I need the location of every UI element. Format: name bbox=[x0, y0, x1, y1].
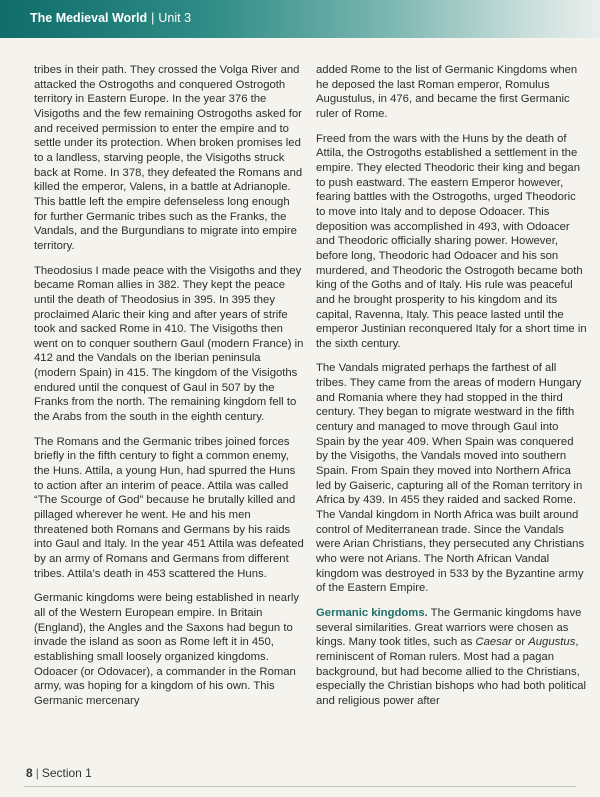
page-header-band bbox=[0, 0, 600, 38]
paragraph-text: The Germanic kingdoms have several similarities. Great warriors were chosen as kings. Many took titles, such as bbox=[316, 606, 582, 649]
paragraph: tribes in their path. They crossed the Volga River and attacked the Ostrogoths and conquered Ostrogoth territory in Eastern Europe. In the year 376 the Visigoths and the few remaining Ostrogoths asked for and received permission to enter the empire and to settle under its protection. When broken promises led to a landless, starving people, the Visigoths struck back at Rome. In 378, they defeated the Romans and killed the emperor, Valens, in a battle at Adrianople. This battle left the empire defenseless long enough for further Germanic tribes such as the Franks, the Vandals, and the Burgundians to migrate into empire territory. bbox=[34, 64, 303, 252]
unit-label: Unit 3 bbox=[158, 11, 192, 25]
paragraph: Germanic kingdoms were being established in nearly all of the Western European empire. In Britain (England), the Angles and the Saxons had begun to invade the island as soon as Rome left it in 450, establishing small loosely organized kingdoms. Odoacer (or Odovacer), a commander in the Roman army, was hoping for a kingdom of his own. This Germanic mercenary bbox=[34, 592, 299, 707]
paragraph-text: , reminiscent of Roman rulers. Most had a pagan background, but had become allied to the Christians, especially the Christian bishops who had both political and religious power after bbox=[316, 636, 587, 707]
page-number: 8 bbox=[26, 766, 33, 780]
paragraph: Freed from the wars with the Huns by the death of Attila, the Ostrogoths established a settlement in the empire. They elected Theodoric their king and began to push eastward. The eastern Emperor however, fearing battles with the Ostrogoths, urged Theodoric to move into Italy and to depose Odoacer. This deposition was accomplished in 493, with Odoacer and Theodoric officially sharing power. However, before long, Theodoric had Odoacer and his son murdered, and Theodoric the Ostrogoth became both king of the Goths and of Italy. His rule was peaceful and he brought prosperity to his kingdom and its capital, Ravenna, Italy. This peace lasted until the emperor Justinian reconquered Italy for a short time in the sixth century. bbox=[316, 132, 587, 350]
paragraph: The Vandals migrated perhaps the farthest of all tribes. They came from the areas of modern Hungary and Romania where they had stopped in the third century. They began to migrate westward in the fifth century and managed to move through Gaul into Spain by the year 409. When Spain was conquered by the Visigoths, the Vandals moved into southern Spain. From Spain they moved into Northern Africa led by Gaiseric, capturing all of the Roman territory in Africa by 439. In 455 they raided and sacked Rome. The Vandal kingdom in North Africa was built around control of Mediterranean trade. Since the Vandals were Arian Christians, they persecuted any Christians who were not Arians. The North African Vandal kingdom was destroyed in 533 by the Byzantine army of the Eastern Empire. bbox=[316, 362, 585, 595]
right-column bbox=[316, 63, 588, 719]
paragraph-germanic-kingdoms bbox=[316, 606, 588, 709]
paragraph: The Romans and the Germanic tribes joined forces briefly in the fifth century to fight a common enemy, the Huns. Attila, a young Hun, had spurred the Huns to action after an interim of peace. Attila was called “The Scourge of God” because he brutally killed and pillaged wherever he went. He and his men threatened both Romans and Germans by his raids into Gaul and Italy. In the year 451 Attila was defeated by an army of Romans and Germans from different tribes. Attila’s death in 453 scattered the Huns. bbox=[34, 435, 304, 580]
paragraph-continuation: added Rome to the list of Germanic Kingdoms when he deposed the last Roman emperor, Romulus Augustulus, in 476, and became the first Germanic ruler of Rome. bbox=[316, 64, 578, 120]
section-lead-heading: Germanic kingdoms. bbox=[316, 606, 428, 619]
italic-term-augustus: Augustus bbox=[528, 636, 576, 649]
header-separator: | bbox=[151, 11, 155, 25]
footer-separator: | bbox=[35, 766, 39, 780]
page-footer bbox=[26, 766, 92, 780]
running-header bbox=[30, 11, 191, 25]
paragraph-text: or bbox=[511, 636, 529, 649]
italic-term-caesar: Caesar bbox=[475, 636, 512, 649]
paragraph: Theodosius I made peace with the Visigoths and they became Roman allies in 382. They kept the peace until the death of Theodosius in 395. In 395 they proclaimed Alaric their king and after years of strife took and sacked Rome in 410. The Visigoths then went on to conquer southern Gaul (modern France) in 412 and the Vandals on the Iberian peninsula (modern Spain) in 415. The kingdom of the Visigoths endured until the conquest of Gaul in 507 by the Franks from the north. The remaining kingdom fell to the Arabs from the south in the eighth century. bbox=[34, 264, 304, 424]
footer-rule bbox=[24, 786, 576, 787]
section-label: Section 1 bbox=[41, 766, 92, 780]
left-column bbox=[34, 63, 304, 719]
book-title: The Medieval World bbox=[30, 11, 148, 25]
